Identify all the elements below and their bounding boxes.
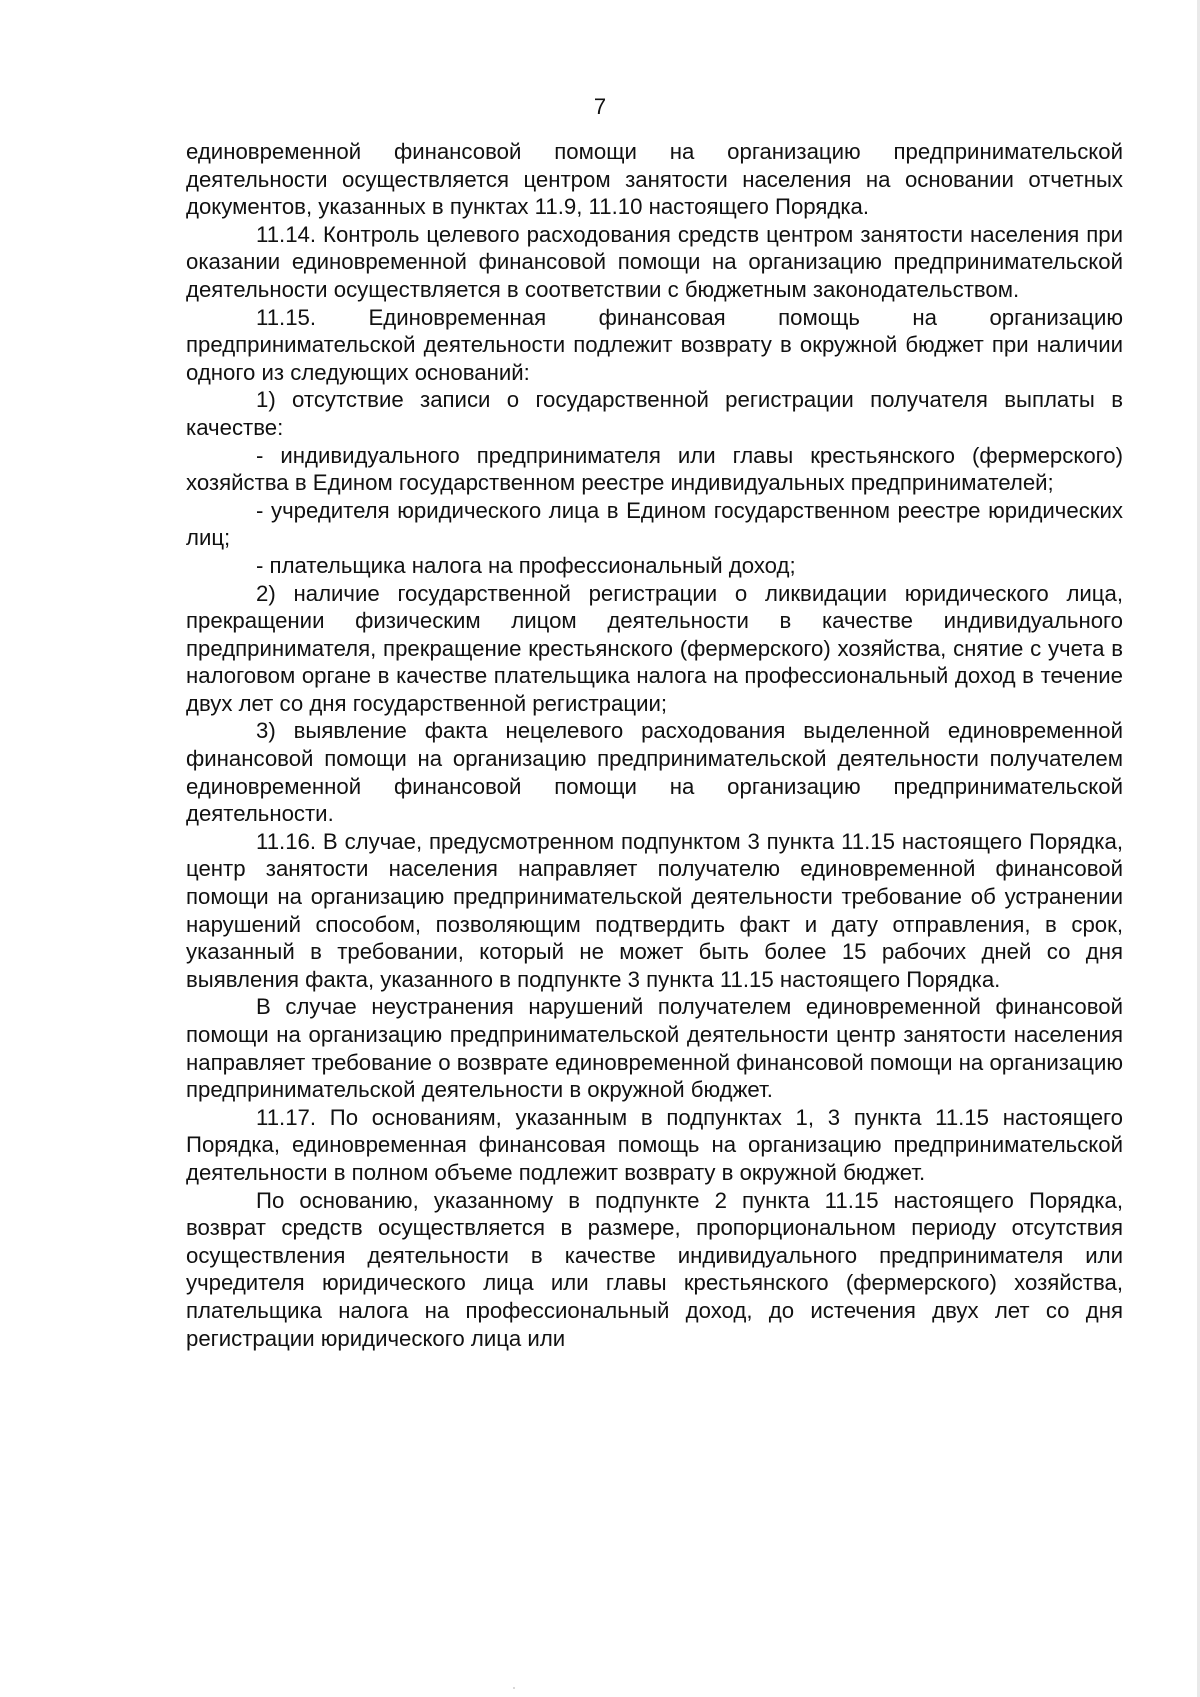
paragraph-11-17: 11.17. По основаниям, указанным в подпунктах 1, 3 пункта 11.15 настоящего Порядка, единовременная финансовая помощь на организацию предпринимательской деятельности в полном объеме подлежит возврату в окружной бюджет. [186,1104,1123,1185]
paragraph-11-15-item-3: 3) выявление факта нецелевого расходования выделенной единовременной финансовой помощи на организацию предпринимательской деятельности получателем единовременной финансовой помощи на организацию предпринимательской деятельности. [186,718,1123,827]
paragraph-11-15: 11.15. Единовременная финансовая помощь на организацию предпринимательской деятельности подлежит возврату в окружной бюджет при наличии одного из следующих оснований: [186,304,1123,385]
paragraph-11-15-item-2: 2) наличие государственной регистрации о ликвидации юридического лица, прекращении физическим лицом деятельности в качестве индивидуального предпринимателя, прекращение крестьянского (фермерского) хозяйства, снятие с учета в налоговом органе в качестве плательщика налога на профессиональный доход в течение двух лет со дня государственной регистрации; [186,580,1123,716]
paragraph-continuation: единовременной финансовой помощи на организацию предпринимательской деятельности осуществляется центром занятости населения на основании отчетных документов, указанных в пунктах 11.9, 11.10 настоящего Порядка. [186,139,1123,220]
document-body [186,138,1123,1352]
paragraph-11-15-item-1-dash-1: - индивидуального предпринимателя или главы крестьянского (фермерского) хозяйства в Едином государственном реестре индивидуальных предпринимателей; [186,442,1123,496]
page-number: 7 [593,94,607,119]
scan-speck [513,1687,515,1689]
paragraph-11-15-item-1: 1) отсутствие записи о государственной регистрации получателя выплаты в качестве: [186,387,1123,440]
paragraph-11-15-item-1-dash-2: - учредителя юридического лица в Едином государственном реестре юридических лиц; [186,497,1123,551]
paragraph-11-15-item-1-dash-3: - плательщика налога на профессиональный доход; [256,552,796,578]
paragraph-11-16: 11.16. В случае, предусмотренном подпунктом 3 пункта 11.15 настоящего Порядка, центр занятости населения направляет получателю единовременной финансовой помощи на организацию предпринимательской деятельности требование об устранении нарушений способом, позволяющим подтвердить факт и дату отправления, в срок, указанный в требовании, который не может быть более 15 рабочих дней со дня выявления факта, указанного в подпункте 3 пункта 11.15 настоящего Порядка. [186,828,1123,992]
paragraph-11-14: 11.14. Контроль целевого расходования средств центром занятости населения при оказании единовременной финансовой помощи на организацию предпринимательской деятельности осуществляется в соответствии с бюджетным законодательством. [186,221,1123,302]
paragraph-11-16-cont: В случае неустранения нарушений получателем единовременной финансовой помощи на организацию предпринимательской деятельности центр занятости населения направляет требование о возврате единовременной финансовой помощи на организацию предпринимательской деятельности в окружной бюджет. [186,994,1123,1103]
paragraph-11-17-cont: По основанию, указанному в подпункте 2 пункта 11.15 настоящего Порядка, возврат средств осуществляется в размере, пропорциональном периоду отсутствия осуществления деятельности в качестве индивидуального предпринимателя или учредителя юридического лица или главы крестьянского (фермерского) хозяйства, плательщика налога на профессиональный доход, до истечения двух лет со дня регистрации юридического лица или [186,1187,1123,1351]
